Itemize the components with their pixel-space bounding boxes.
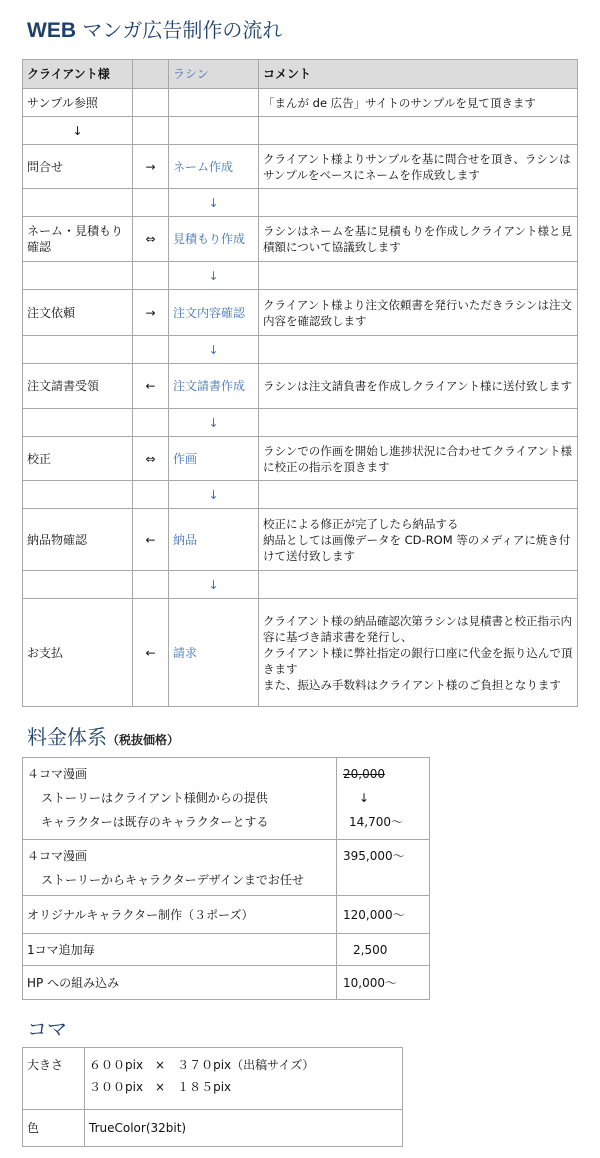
- flow-arrow-lasin-cell: [169, 409, 259, 437]
- flow-arrow-mid-cell: [133, 189, 169, 217]
- flow-arrow: ⇔: [133, 437, 169, 481]
- flow-arrow-comment-cell: [259, 117, 578, 145]
- pricing-value: [337, 966, 430, 1000]
- flow-step-row: [23, 145, 578, 189]
- down-arrow-icon: ↓: [208, 487, 219, 502]
- pricing-desc-line: ４コマ漫画: [27, 849, 88, 863]
- flow-arrow-comment-cell: [259, 481, 578, 509]
- koma-size-value: [85, 1048, 403, 1110]
- down-arrow-icon: ↓: [208, 342, 219, 357]
- flow-arrow-lasin-cell: [169, 336, 259, 364]
- flow-step-row: [23, 437, 578, 481]
- pricing-desc-line: HP への組み込み: [27, 975, 120, 990]
- flow-comment: 「まんが de 広告」サイトのサンプルを見て頂きます: [259, 89, 578, 117]
- pricing-desc-line: キャラクターは既存のキャラクターとする: [41, 815, 269, 829]
- pricing-desc: [23, 934, 337, 966]
- flow-arrow-row: [23, 336, 578, 364]
- flow-arrow: →: [133, 290, 169, 336]
- pricing-desc-line: ストーリーからキャラクターデザインまでお任せ: [41, 873, 304, 887]
- koma-size-line-2: ３００pix × １８５pix: [89, 1080, 232, 1094]
- down-arrow-icon: ↓: [208, 195, 219, 210]
- flow-comment: ラシンは注文請負書を作成しクライアント様に送付致します: [259, 364, 578, 409]
- flow-lasin: [169, 89, 259, 117]
- flow-comment: クライアント様の納品確認次第ラシンは見積書と校正指示内容に基づき請求書を発行し、 クライアント様に弊社指定の銀行口座に代金を振り込んで頂きます また、振込み手数料はクライアント様のご負担となります: [259, 599, 578, 707]
- flow-arrow-mid-cell: [133, 117, 169, 145]
- pricing-value-line: 14,700～: [349, 815, 403, 829]
- header-client: クライアント様: [23, 60, 133, 89]
- header-lasin: ラシン: [169, 60, 259, 89]
- koma-color-label: 色: [23, 1110, 85, 1147]
- flow-header-row: [23, 60, 578, 89]
- flow-arrow-client-cell: [23, 117, 133, 145]
- flow-arrow-row: [23, 262, 578, 290]
- flow-arrow: →: [133, 145, 169, 189]
- flow-arrow-lasin-cell: [169, 571, 259, 599]
- flow-arrow-comment-cell: [259, 409, 578, 437]
- flow-arrow-row: [23, 117, 578, 145]
- pricing-desc: [23, 840, 337, 896]
- flow-arrow-lasin-cell: [169, 117, 259, 145]
- pricing-desc-line: ストーリーはクライアント様側からの提供: [41, 791, 268, 805]
- flow-arrow-mid-cell: [133, 571, 169, 599]
- flow-comment: クライアント様より注文依頼書を発行いただきラシンは注文内容を確認致します: [259, 290, 578, 336]
- flow-arrow-lasin-cell: [169, 262, 259, 290]
- flow-arrow-lasin-cell: [169, 189, 259, 217]
- flow-arrow-row: [23, 189, 578, 217]
- flow-arrow: ←: [133, 364, 169, 409]
- pricing-row: [23, 934, 430, 966]
- flow-arrow-comment-cell: [259, 571, 578, 599]
- flow-arrow-client-cell: [23, 409, 133, 437]
- koma-color-row: [23, 1110, 403, 1147]
- flow-lasin: 注文請書作成: [169, 364, 259, 409]
- pricing-desc-line: ４コマ漫画: [27, 767, 88, 781]
- flow-step-row: [23, 217, 578, 262]
- pricing-value: [337, 896, 430, 934]
- pricing-desc: [23, 758, 337, 840]
- flow-arrow-client-cell: [23, 481, 133, 509]
- flow-arrow-row: [23, 481, 578, 509]
- flow-arrow-mid-cell: [133, 481, 169, 509]
- flow-comment: 校正による修正が完了したら納品する 納品としては画像データを CD-ROM 等のメディアに焼き付けて送付致します: [259, 509, 578, 571]
- flow-arrow: ←: [133, 599, 169, 707]
- koma-color-value: TrueColor(32bit): [85, 1110, 403, 1147]
- flow-lasin: 見積もり作成: [169, 217, 259, 262]
- flow-arrow-client-cell: [23, 262, 133, 290]
- flow-arrow-lasin-cell: [169, 481, 259, 509]
- pricing-table: [22, 757, 430, 1000]
- koma-size-row: [23, 1048, 403, 1110]
- flow-arrow-row: [23, 571, 578, 599]
- pricing-value-line: 10,000～: [343, 975, 397, 990]
- flow-table: [22, 59, 578, 707]
- flow-arrow-client-cell: [23, 189, 133, 217]
- flow-arrow: ⇔: [133, 217, 169, 262]
- pricing-row: [23, 758, 430, 840]
- flow-lasin: 納品: [169, 509, 259, 571]
- flow-step-row: [23, 509, 578, 571]
- pricing-desc-line: オリジナルキャラクター制作（３ポーズ）: [27, 907, 254, 922]
- page-title-web: WEB: [27, 19, 76, 42]
- pricing-value-line: 20,000: [343, 767, 385, 781]
- page-title-text: マンガ広告制作の流れ: [76, 18, 283, 42]
- flow-client: 校正: [23, 437, 133, 481]
- down-arrow-icon: ↓: [208, 268, 219, 283]
- header-arrow: [133, 60, 169, 89]
- flow-client: 注文依頼: [23, 290, 133, 336]
- koma-size-label: 大きさ: [23, 1048, 85, 1110]
- flow-comment: クライアント様よりサンプルを基に問合せを頂き、ラシンはサンプルをベースにネームを作成致します: [259, 145, 578, 189]
- down-arrow-icon: ↓: [208, 415, 219, 430]
- koma-table: [22, 1047, 403, 1147]
- flow-arrow-comment-cell: [259, 262, 578, 290]
- flow-arrow-client-cell: [23, 336, 133, 364]
- flow-comment: ラシンでの作画を開始し進捗状況に合わせてクライアント様に校正の指示を頂きます: [259, 437, 578, 481]
- pricing-heading-text: 料金体系: [27, 725, 107, 749]
- header-comment: コメント: [259, 60, 578, 89]
- pricing-desc: [23, 896, 337, 934]
- flow-client: お支払: [23, 599, 133, 707]
- flow-client: サンプル参照: [23, 89, 133, 117]
- flow-arrow: [133, 89, 169, 117]
- flow-step-row: [23, 290, 578, 336]
- pricing-value-line: 120,000～: [343, 907, 405, 922]
- flow-arrow-comment-cell: [259, 189, 578, 217]
- down-arrow-icon: ↓: [208, 577, 219, 592]
- flow-step-row: [23, 599, 578, 707]
- flow-lasin: 作画: [169, 437, 259, 481]
- pricing-heading: [27, 721, 179, 750]
- pricing-desc: [23, 966, 337, 1000]
- down-arrow-icon: ↓: [72, 123, 83, 138]
- flow-lasin: 注文内容確認: [169, 290, 259, 336]
- flow-step-row: [23, 364, 578, 409]
- flow-client: 納品物確認: [23, 509, 133, 571]
- flow-step-row: [23, 89, 578, 117]
- flow-arrow: ←: [133, 509, 169, 571]
- pricing-heading-note: （税抜価格）: [107, 733, 180, 747]
- flow-arrow-client-cell: [23, 571, 133, 599]
- koma-size-line-1: ６００pix × ３７０pix（出稿サイズ）: [89, 1058, 315, 1072]
- flow-client: ネーム・見積もり確認: [23, 217, 133, 262]
- pricing-value-line: 2,500: [353, 942, 388, 957]
- koma-heading: コマ: [27, 1017, 67, 1041]
- flow-arrow-mid-cell: [133, 262, 169, 290]
- pricing-row: [23, 840, 430, 896]
- pricing-value: [337, 840, 430, 896]
- flow-arrow-mid-cell: [133, 409, 169, 437]
- pricing-row: [23, 966, 430, 1000]
- flow-comment: ラシンはネームを基に見積もりを作成しクライアント様と見積額について協議致します: [259, 217, 578, 262]
- pricing-desc-line: 1コマ追加毎: [27, 942, 95, 957]
- flow-client: 注文請書受領: [23, 364, 133, 409]
- page-title: [27, 14, 282, 43]
- flow-lasin: ネーム作成: [169, 145, 259, 189]
- flow-arrow-row: [23, 409, 578, 437]
- flow-arrow-mid-cell: [133, 336, 169, 364]
- flow-client: 問合せ: [23, 145, 133, 189]
- pricing-value-line: ↓: [359, 791, 370, 805]
- pricing-value: [337, 758, 430, 840]
- flow-lasin: 請求: [169, 599, 259, 707]
- pricing-value: [337, 934, 430, 966]
- pricing-row: [23, 896, 430, 934]
- flow-arrow-comment-cell: [259, 336, 578, 364]
- pricing-value-line: 395,000～: [343, 849, 405, 863]
